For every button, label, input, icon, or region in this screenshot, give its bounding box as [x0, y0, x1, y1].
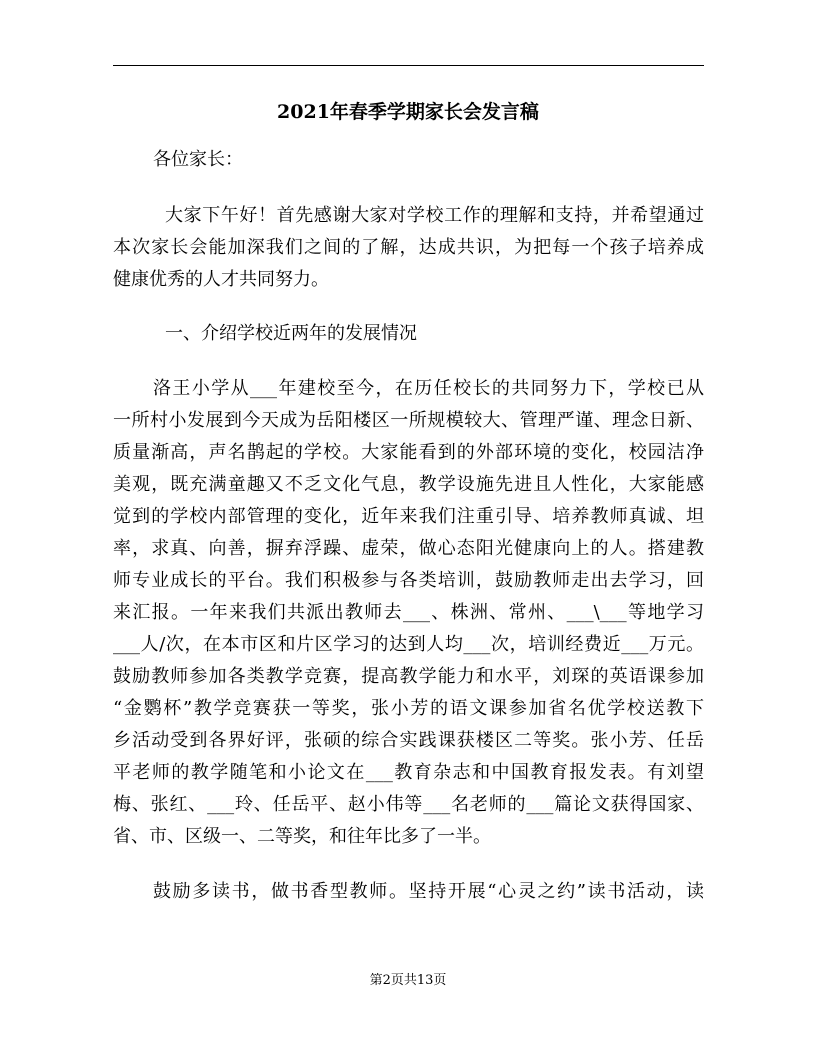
page-indicator: 第2页共13页 — [369, 973, 447, 988]
header-rule — [113, 65, 704, 66]
paragraph-line: 一所村小发展到今天成为岳阳楼区一所规模较大、管理严谨、理念日新、 — [113, 410, 704, 431]
paragraph-line: 师专业成长的平台。我们积极参与各类培训，鼓励教师走出去学习，回 — [113, 570, 704, 591]
paragraph-line: 大家下午好！首先感谢大家对学校工作的理解和支持，并希望通过 — [165, 205, 704, 226]
paragraph-line: 梅、张红、___玲、任岳平、赵小伟等___名老师的___篇论文获得国家、 — [113, 794, 704, 815]
paragraph-line: 率，求真、向善，摒弃浮躁、虚荣，做心态阳光健康向上的人。搭建教 — [113, 538, 704, 559]
paragraph-line: 来汇报。一年来我们共派出教师去___、株洲、常州、___\___等地学习 — [113, 602, 704, 623]
paragraph-line: 健康优秀的人才共同努力。 — [113, 269, 329, 290]
paragraph-line: 美观，既充满童趣又不乏文化气息，教学设施先进且人性化，大家能感 — [113, 474, 704, 495]
paragraph-line: 省、市、区级一、二等奖，和往年比多了一半。 — [113, 826, 491, 847]
paragraph-line: 质量渐高，声名鹊起的学校。大家能看到的外部环境的变化，校园洁净 — [113, 442, 704, 463]
paragraph-line: 鼓励教师参加各类教学竞赛，提高教学能力和水平，刘琛的英语课参加 — [113, 666, 704, 687]
document-title: 2021年春季学期家长会发言稿 — [277, 101, 539, 123]
paragraph-line: “金鹦杯”教学竞赛获一等奖，张小芳的语文课参加省名优学校送教下 — [113, 698, 704, 719]
paragraph-line: 平老师的教学随笔和小论文在___教育杂志和中国教育报发表。有刘望 — [113, 762, 704, 783]
paragraph-line: 乡活动受到各界好评，张硕的综合实践课获楼区二等奖。张小芳、任岳 — [113, 730, 704, 751]
greeting: 各位家长： — [153, 149, 243, 170]
paragraph-line: 洛王小学从___年建校至今，在历任校长的共同努力下，学校已从 — [153, 378, 704, 399]
paragraph-reading-start: 鼓励多读书，做书香型教师。坚持开展“心灵之约”读书活动，读 — [153, 881, 704, 902]
paragraph-line: 觉到的学校内部管理的变化，近年来我们注重引导、培养教师真诚、坦 — [113, 506, 704, 527]
paragraph-line: ___人/次，在本市区和片区学习的达到人均___次，培训经费近___万元。 — [113, 634, 704, 655]
section-heading: 一、介绍学校近两年的发展情况 — [165, 323, 417, 344]
paragraph-line: 本次家长会能加深我们之间的了解，达成共识，为把每一个孩子培养成 — [113, 237, 704, 258]
